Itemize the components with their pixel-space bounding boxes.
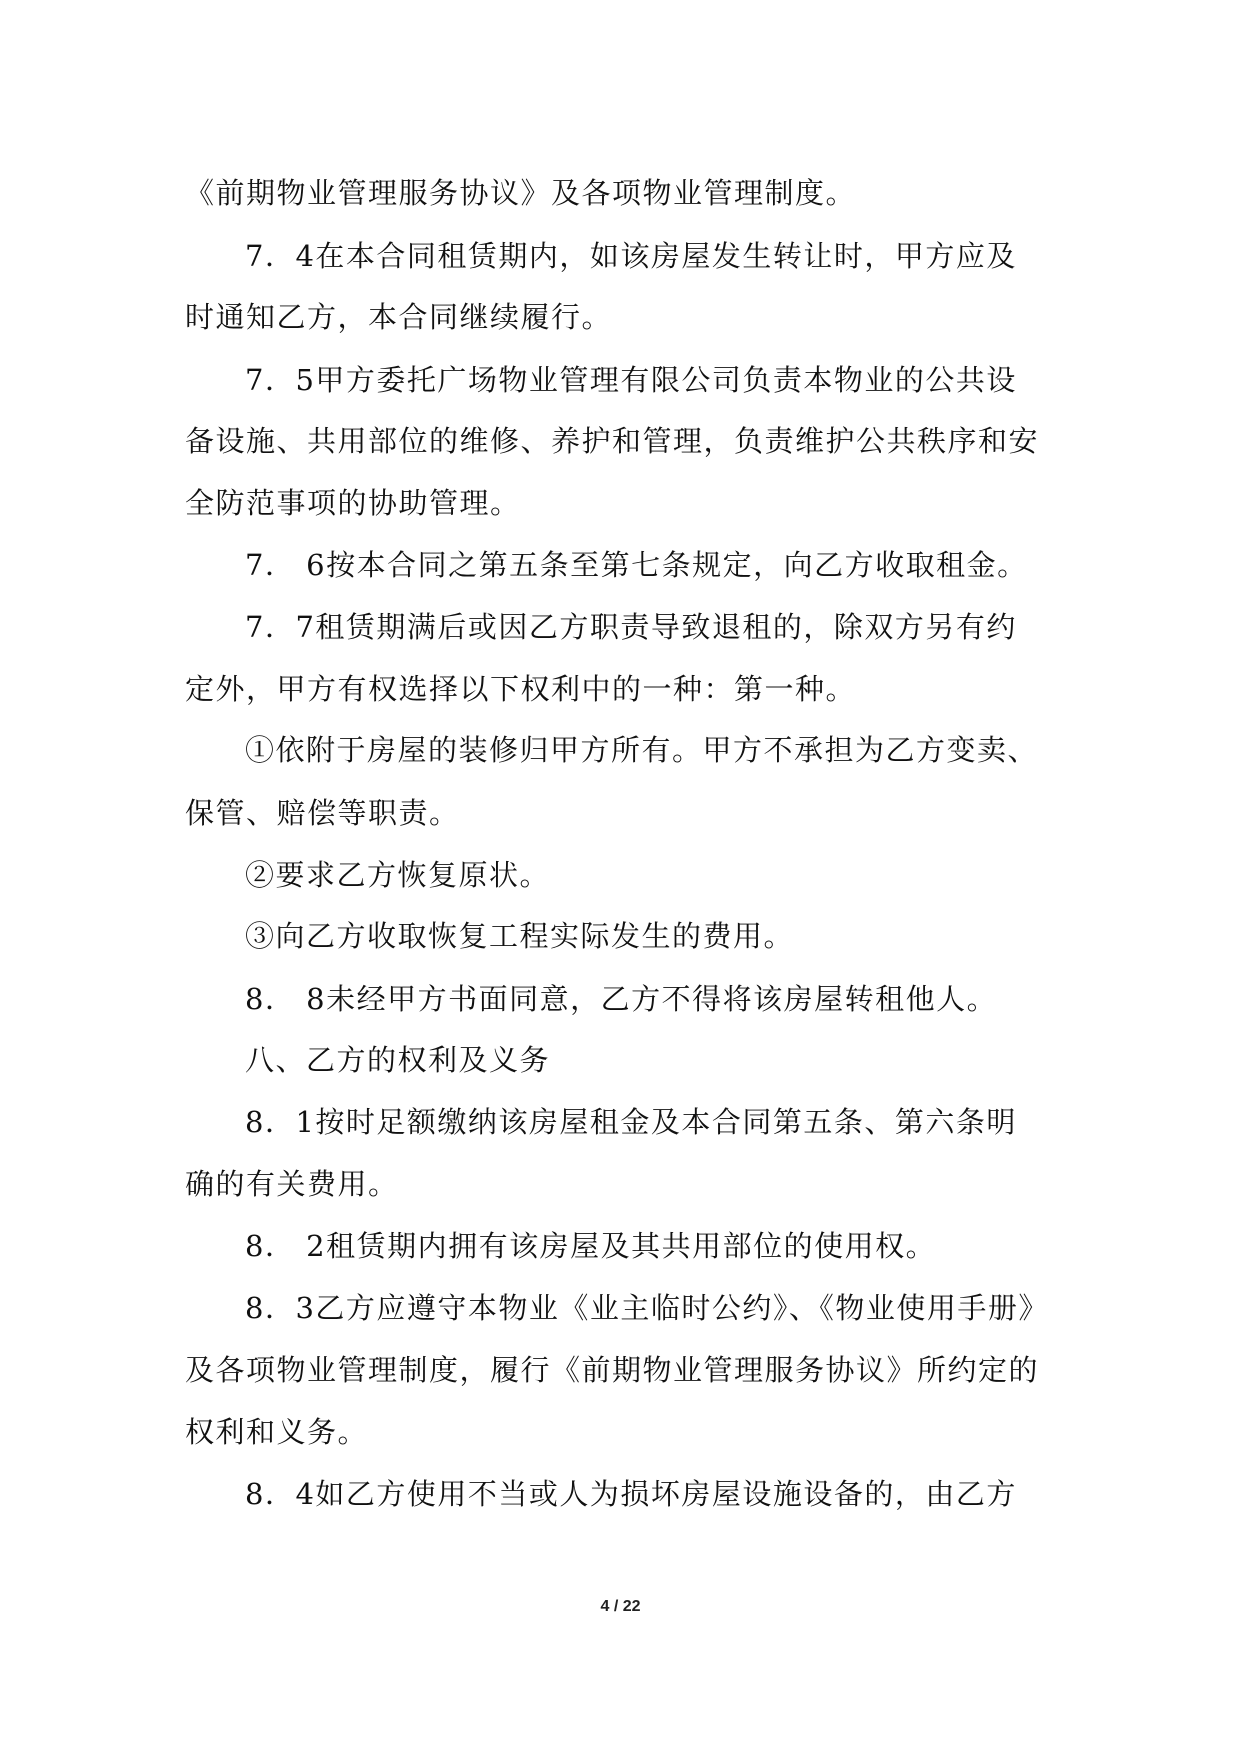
text-line: 《前期物业管理服务协议》及各项物业管理制度。 <box>185 176 857 210</box>
text-line: 8． 2租赁期内拥有该房屋及其共用部位的使用权。 <box>245 1229 937 1263</box>
text-line: ③向乙方收取恢复工程实际发生的费用。 <box>245 919 795 953</box>
text-line: 及各项物业管理制度，履行《前期物业管理服务协议》所约定的 <box>185 1353 1040 1387</box>
text-line: 7．7租赁期满后或因乙方职责导致退租的，除双方另有约 <box>245 610 1017 644</box>
text-line: 全防范事项的协助管理。 <box>185 486 521 520</box>
text-line: ①依附于房屋的装修归甲方所有。甲方不承担为乙方变卖、 <box>245 733 1039 767</box>
section-heading: 八、乙方的权利及义务 <box>245 1043 551 1077</box>
text-line: 8．1按时足额缴纳该房屋租金及本合同第五条、第六条明 <box>245 1105 1017 1139</box>
text-line: 8． 8未经甲方书面同意，乙方不得将该房屋转租他人。 <box>245 982 998 1016</box>
text-line: 8．4如乙方使用不当或人为损坏房屋设施设备的，由乙方 <box>245 1477 1017 1511</box>
text-line: 定外，甲方有权选择以下权利中的一种：第一种。 <box>185 672 857 706</box>
text-line: 7． 6按本合同之第五条至第七条规定，向乙方收取租金。 <box>245 548 1028 582</box>
text-line: 保管、赔偿等职责。 <box>185 796 460 830</box>
text-line: 7．5甲方委托广场物业管理有限公司负责本物业的公共设 <box>245 363 1017 397</box>
text-line: 权利和义务。 <box>185 1415 369 1449</box>
text-line: 8．3乙方应遵守本物业《业主临时公约》、《物业使用手册》 <box>245 1291 1049 1325</box>
text-line: 确的有关费用。 <box>185 1167 399 1201</box>
text-line: 备设施、共用部位的维修、养护和管理，负责维护公共秩序和安 <box>185 424 1040 458</box>
text-line: ②要求乙方恢复原状。 <box>245 858 551 892</box>
page-number: 4 / 22 <box>600 1598 641 1615</box>
text-line: 时通知乙方，本合同继续履行。 <box>185 300 613 334</box>
text-line: 7．4在本合同租赁期内，如该房屋发生转让时，甲方应及 <box>245 239 1017 273</box>
